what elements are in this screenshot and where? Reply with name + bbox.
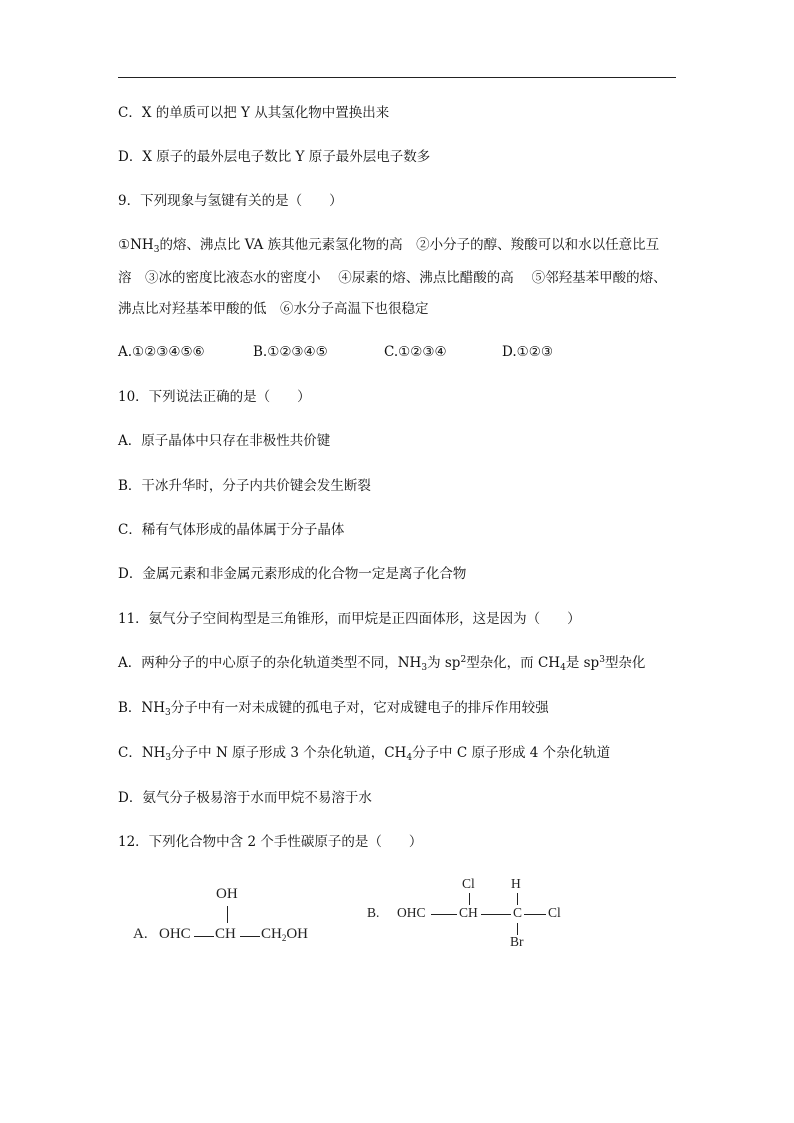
structure-a-oh: OH bbox=[216, 886, 238, 902]
structure-a-ohc: OHC bbox=[159, 926, 191, 942]
q12-stem: 12．下列化合物中含 2 个手性碳原子的是（ ） bbox=[118, 834, 423, 850]
q9-items-line-3: 沸点比对羟基苯甲酸的低 ⑥水分子高温下也很稳定 bbox=[118, 301, 429, 317]
structure-b-bond-1 bbox=[431, 914, 457, 915]
structure-b-bond-cl bbox=[469, 893, 470, 905]
structure-a-ch2oh: $CH_2OH$ bbox=[261, 926, 309, 943]
q11-stem: 11．氨气分子空间构型是三角锥形，而甲烷是正四面体形，这是因为（ ） bbox=[118, 611, 581, 627]
q9-stem: 9．下列现象与氢键有关的是（ ） bbox=[118, 193, 343, 209]
structure-a-bond-vertical bbox=[227, 906, 228, 923]
structure-b-bond-h bbox=[517, 893, 518, 905]
structure-b-ch: CH bbox=[459, 905, 478, 920]
structure-a-bond-1 bbox=[194, 936, 214, 937]
q10-option-d: D．金属元素和非金属元素形成的化合物一定是离子化合物 bbox=[118, 566, 467, 582]
structure-a bbox=[128, 880, 343, 950]
q11-option-c: C．$NH_3$分子中 N 原子形成 3 个杂化轨道，$CH_4$分子中 C 原子形成 4 个杂化轨道 bbox=[118, 745, 611, 763]
q9-option-b: B.①②③④⑤ bbox=[253, 344, 328, 360]
structure-b-cl-right: Cl bbox=[548, 905, 561, 920]
structure-a-ch: CH bbox=[215, 926, 236, 942]
structure-b-ohc: OHC bbox=[397, 905, 426, 920]
structure-b-bond-3 bbox=[524, 914, 546, 915]
q8-option-d: D．X 原子的最外层电子数比 Y 原子最外层电子数多 bbox=[118, 149, 431, 165]
q11-option-d: D．氨气分子极易溶于水而甲烷不易溶于水 bbox=[118, 790, 372, 806]
structure-b bbox=[365, 872, 585, 952]
structure-b-cl-top: Cl bbox=[462, 876, 475, 891]
q10-option-a: A．原子晶体中只存在非极性共价键 bbox=[118, 433, 331, 449]
structure-a-bond-2 bbox=[240, 936, 260, 937]
structure-b-bond-2 bbox=[481, 914, 511, 915]
structure-a-label: A. bbox=[133, 926, 148, 942]
q9-items-line-1: $①NH_3$的熔、沸点比 VA 族其他元素氢化物的高 ②小分子的醇、羧酸可以和水以任意比互 bbox=[118, 237, 660, 255]
header-rule bbox=[118, 77, 676, 78]
q9-items-line-2: 溶 ③冰的密度比液态水的密度小 ④尿素的熔、沸点比醋酸的高 ⑤邻羟基苯甲酸的熔、 bbox=[118, 270, 667, 286]
q10-option-b: B．干冰升华时，分子内共价键会发生断裂 bbox=[118, 478, 371, 494]
q10-stem: 10．下列说法正确的是（ ） bbox=[118, 389, 311, 405]
structure-b-br: Br bbox=[510, 934, 524, 949]
q9-option-c: C.①②③④ bbox=[384, 344, 447, 360]
structure-b-h-top: H bbox=[511, 876, 521, 891]
q10-option-c: C．稀有气体形成的晶体属于分子晶体 bbox=[118, 522, 345, 538]
q8-option-c: C．X 的单质可以把 Y 从其氢化物中置换出来 bbox=[118, 105, 390, 121]
structure-b-label: B. bbox=[367, 905, 380, 920]
q11-option-b: B．$NH_3$分子中有一对未成键的孤电子对，它对成键电子的排斥作用较强 bbox=[118, 700, 549, 718]
q11-option-a: A．两种分子的中心原子的杂化轨道类型不同，$NH_3$为 $sp^2$型杂化，而 $CH_4$是 $sp^3$型杂化 bbox=[118, 655, 646, 673]
q9-option-d: D.①②③ bbox=[502, 344, 553, 360]
q9-option-a: A.①②③④⑤⑥ bbox=[118, 344, 205, 360]
structure-b-c: C bbox=[513, 905, 523, 920]
